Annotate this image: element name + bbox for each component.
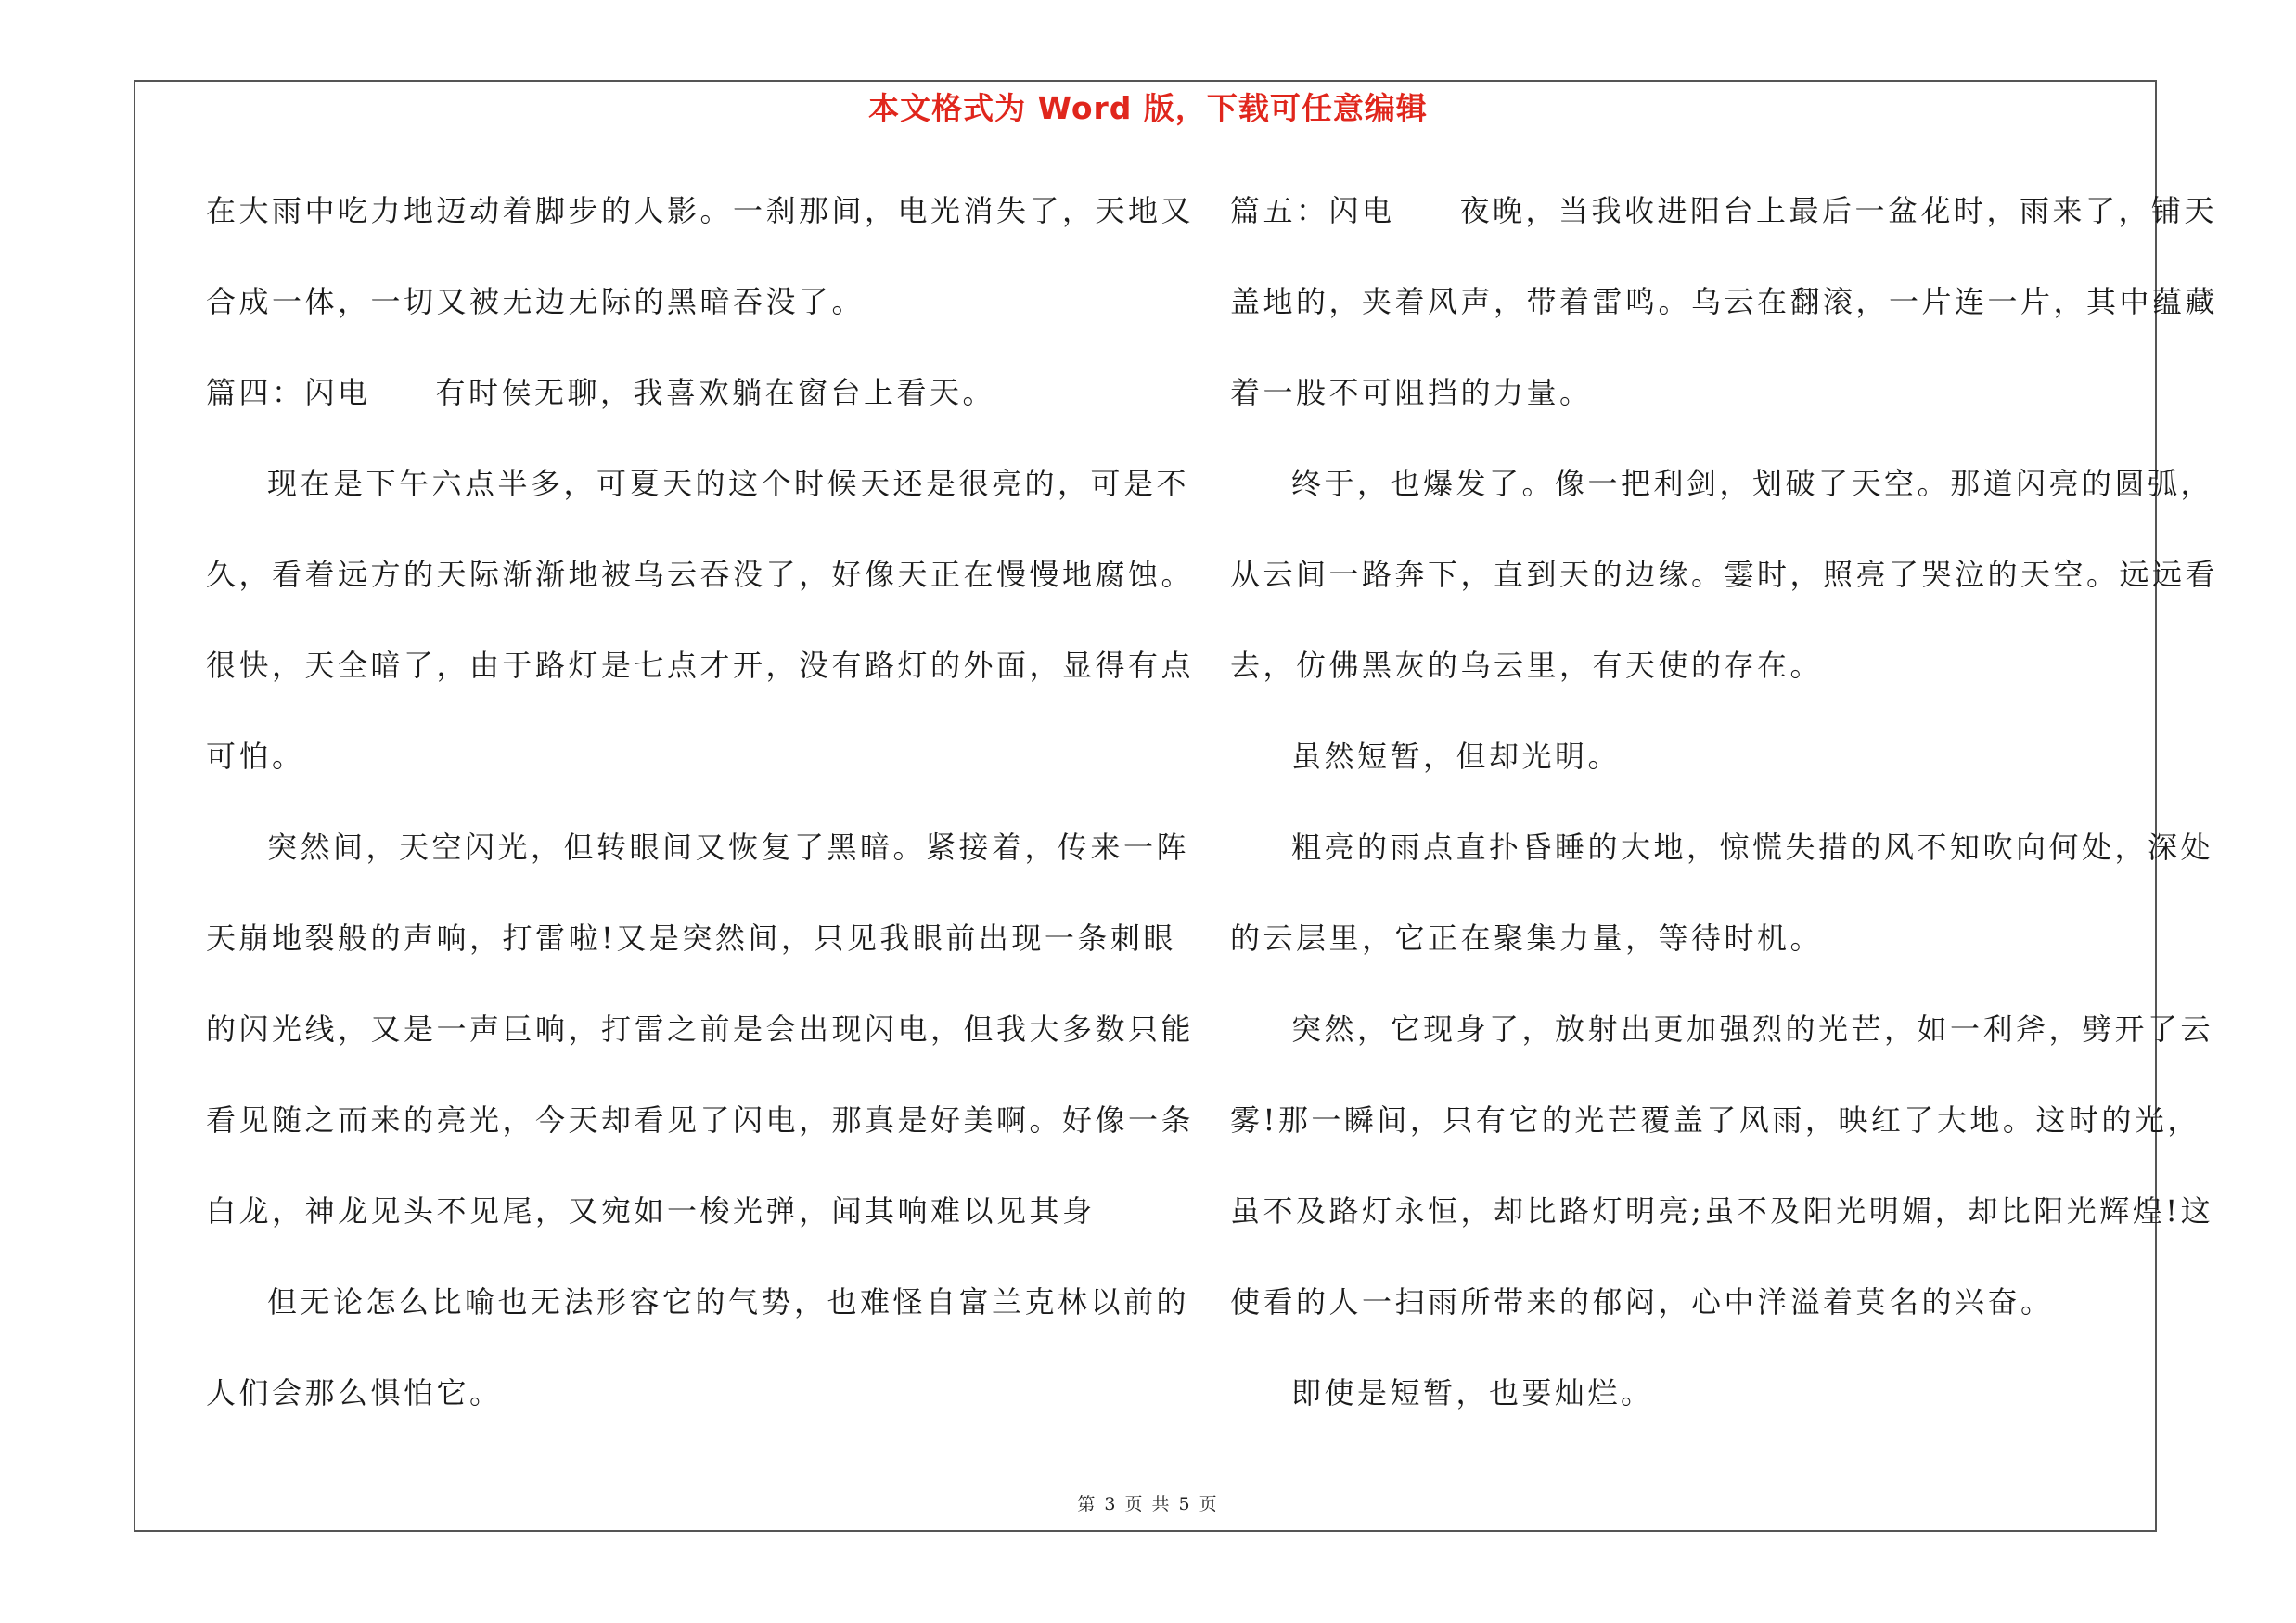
text-line: 虽然短暂，但却光明。 — [1291, 739, 1622, 774]
left-column — [206, 180, 1195, 1453]
text-line: 粗亮的雨点直扑昏睡的大地，惊慌失措的风不知吹向何处，深处 — [1291, 830, 2214, 865]
text-line: 雾!那一瞬间，只有它的光芒覆盖了风雨，映红了大地。这时的光， — [1230, 1102, 2200, 1138]
text-line: 久，看着远方的天际渐渐地被乌云吞没了，好像天正在慢慢地腐蚀。 — [206, 557, 1195, 592]
section-heading-line — [1230, 180, 2218, 271]
text-line: 夜晚，当我收进阳台上最后一盆花时，雨来了，铺天 — [1459, 193, 2218, 228]
text-line: 的云层里，它正在聚集力量，等待时机。 — [1230, 921, 1824, 956]
text-line: 人们会那么惧怕它。 — [206, 1375, 503, 1410]
text-line: 现在是下午六点半多，可夏天的这个时候天还是很亮的，可是不 — [267, 466, 1190, 501]
text-line: 终于，也爆发了。像一把利剑，划破了天空。那道闪亮的圆弧， — [1291, 466, 2214, 501]
text-line: 白龙，神龙见头不见尾，又宛如一梭光弹，闻其响难以见其身 — [206, 1193, 1096, 1229]
page-number: 第 3 页 共 5 页 — [1077, 1494, 1219, 1514]
text-line: 在大雨中吃力地迈动着脚步的人影。一刹那间，电光消失了，天地又 — [206, 193, 1195, 228]
text-line: 合成一体，一切又被无边无际的黑暗吞没了。 — [206, 284, 866, 319]
section-heading-line — [206, 362, 1143, 453]
document-header: 本文格式为 Word 版，下载可任意编辑 — [868, 90, 1428, 126]
text-line: 去，仿佛黑灰的乌云里，有天使的存在。 — [1230, 648, 1824, 683]
text-line: 天崩地裂般的声响，打雷啦!又是突然间，只见我眼前出现一条刺眼 — [206, 921, 1176, 956]
text-line: 从云间一路奔下，直到天的边缘。霎时，照亮了哭泣的天空。远远看 — [1230, 557, 2219, 592]
text-line: 看见随之而来的亮光，今天却看见了闪电，那真是好美啊。好像一条 — [206, 1102, 1195, 1138]
text-line: 即使是短暂，也要灿烂。 — [1291, 1375, 1654, 1410]
text-line: 着一股不可阻挡的力量。 — [1230, 375, 1593, 410]
section-title: 篇五：闪电 — [1230, 193, 1395, 228]
text-line: 突然，它现身了，放射出更加强烈的光芒，如一利斧，劈开了云 — [1291, 1011, 2214, 1047]
text-line: 但无论怎么比喻也无法形容它的气势，也难怪自富兰克林以前的 — [267, 1284, 1190, 1320]
text-line: 可怕。 — [206, 739, 305, 774]
text-line: 盖地的，夹着风声，带着雷鸣。乌云在翻滚，一片连一片，其中蕴藏 — [1230, 284, 2219, 319]
text-line: 有时侯无聊，我喜欢躺在窗台上看天。 — [435, 375, 996, 410]
text-line: 突然间，天空闪光，但转眼间又恢复了黑暗。紧接着，传来一阵 — [267, 830, 1190, 865]
text-line: 很快，天全暗了，由于路灯是七点才开，没有路灯的外面，显得有点 — [206, 648, 1195, 683]
section-title: 篇四：闪电 — [206, 375, 371, 410]
right-column — [1230, 180, 2219, 1453]
text-line: 的闪光线，又是一声巨响，打雷之前是会出现闪电，但我大多数只能 — [206, 1011, 1195, 1047]
text-line: 使看的人一扫雨所带来的郁闷，心中洋溢着莫名的兴奋。 — [1230, 1284, 2054, 1320]
text-line: 虽不及路灯永恒，却比路灯明亮;虽不及阳光明媚，却比阳光辉煌!这 — [1230, 1193, 2214, 1229]
